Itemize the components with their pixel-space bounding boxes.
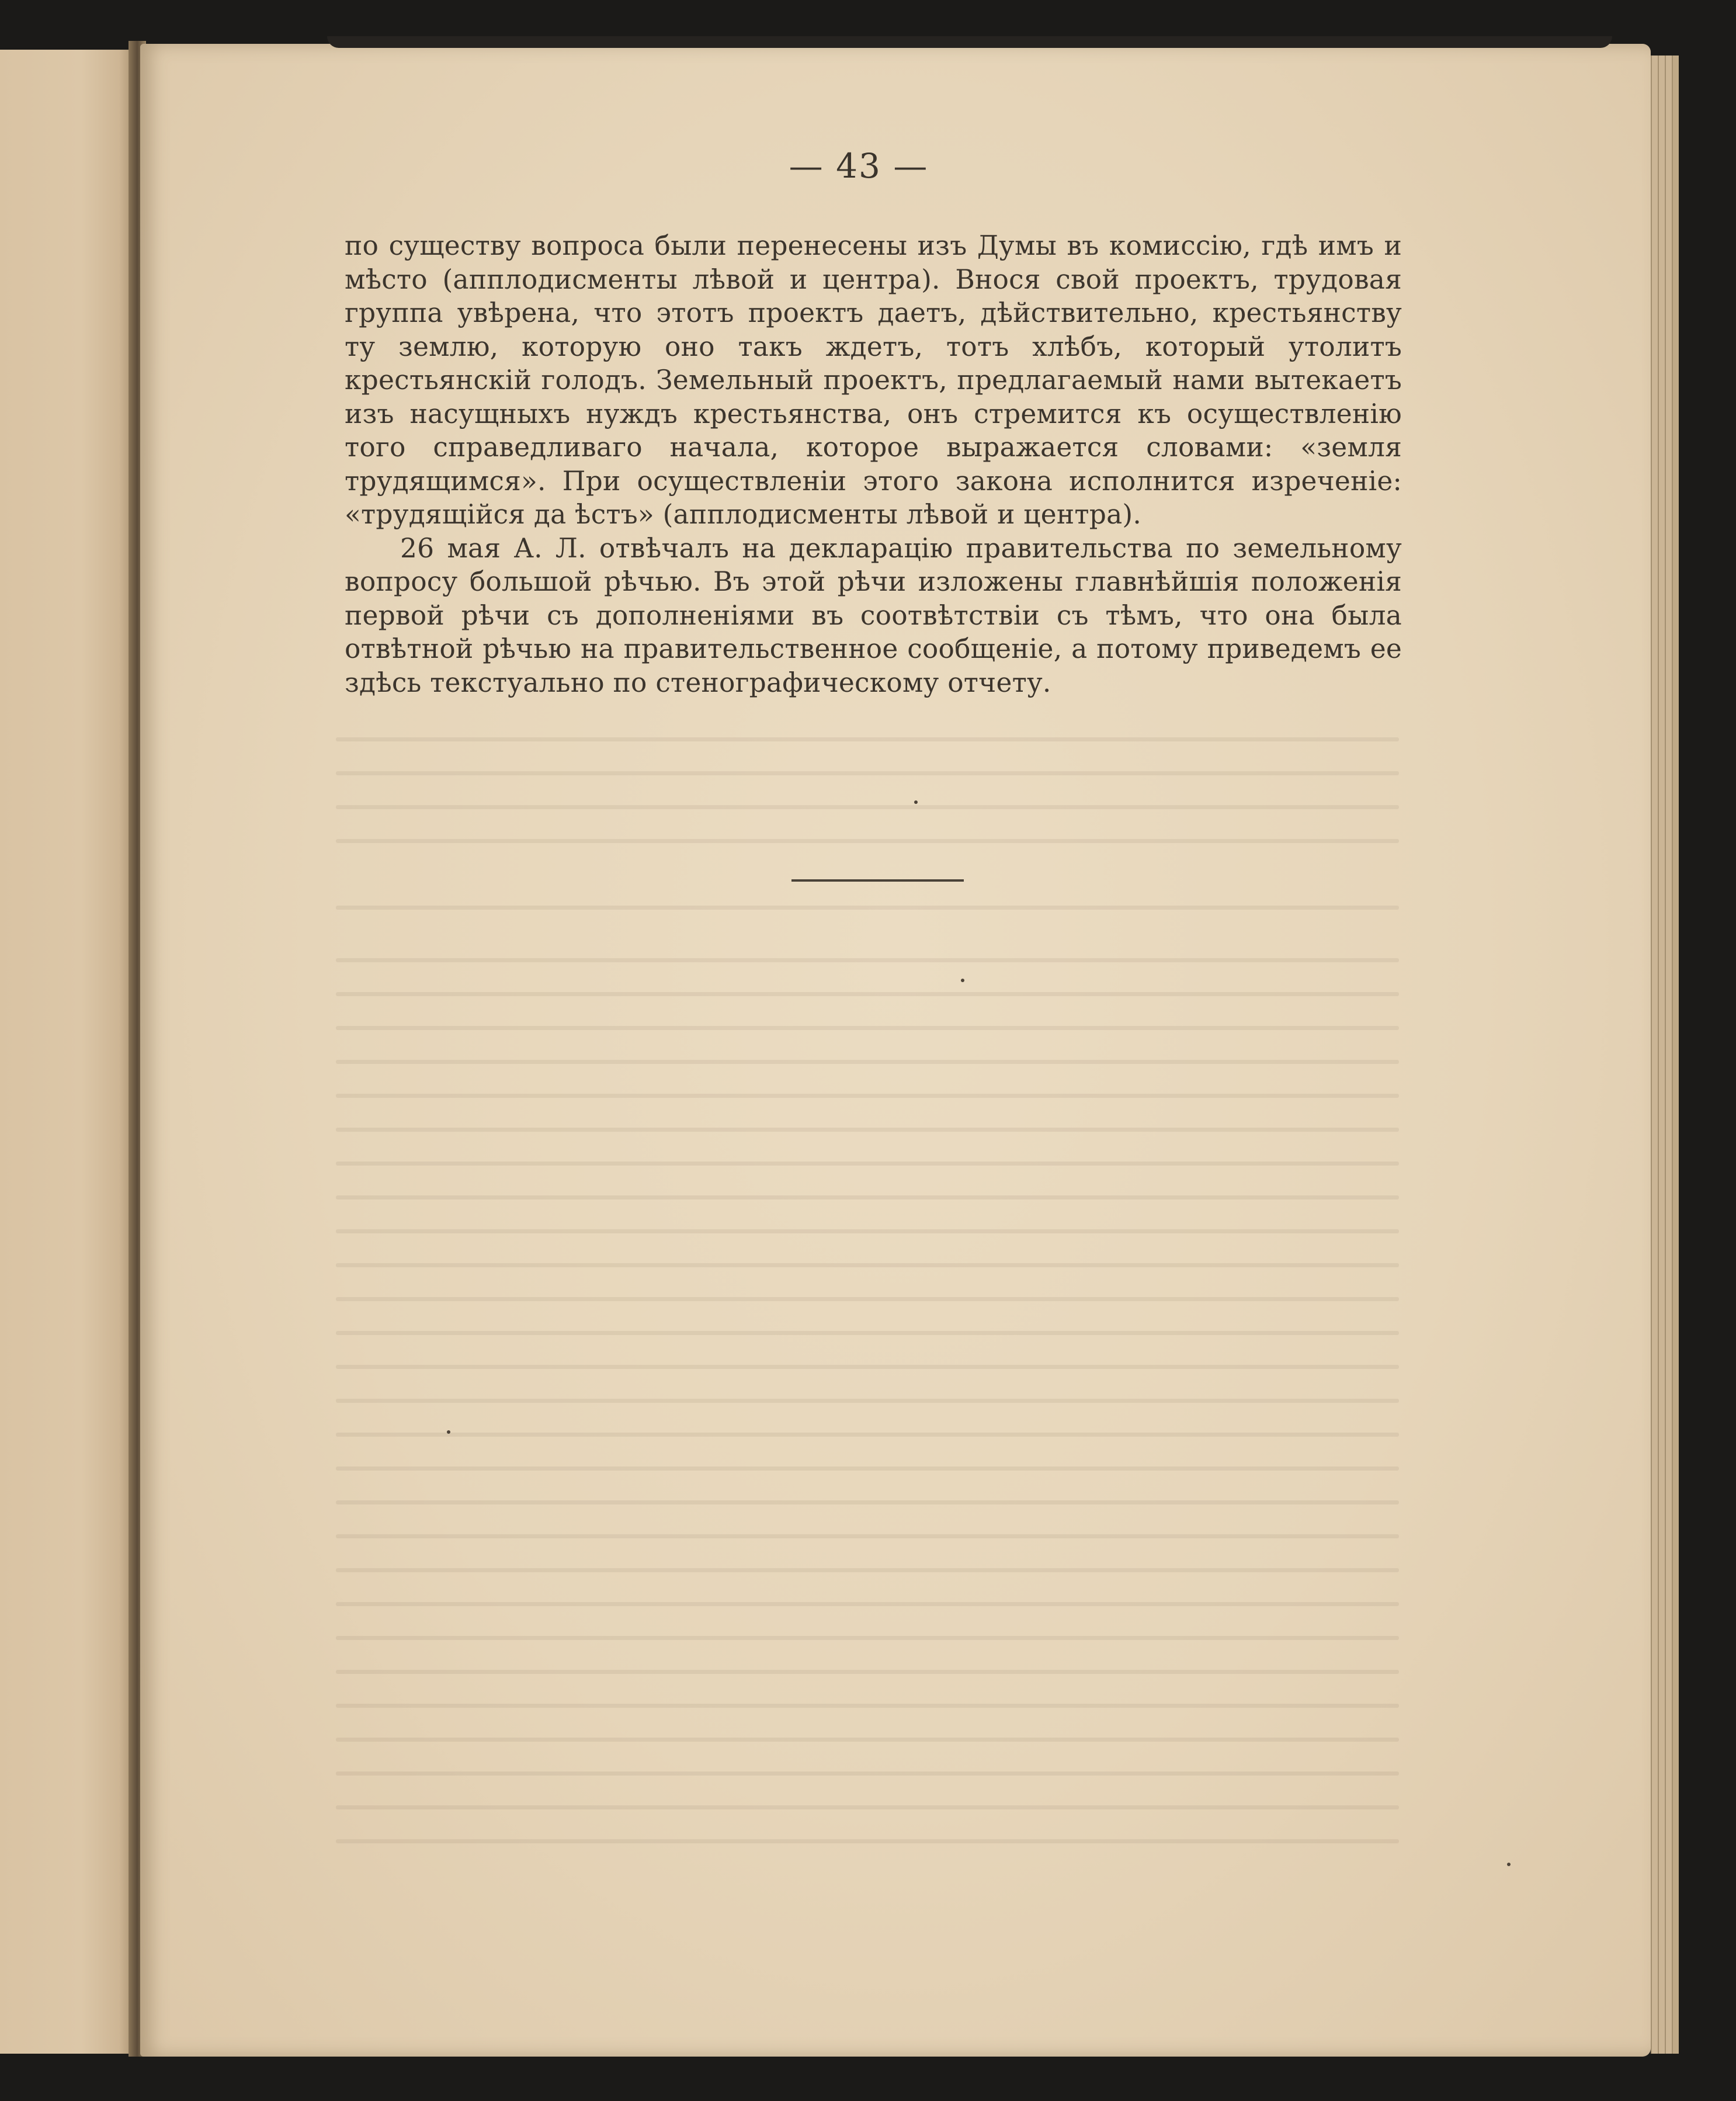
bleed-line — [336, 1466, 1399, 1471]
body-text — [345, 229, 1402, 699]
paper-speck — [1507, 1863, 1511, 1866]
bleed-line — [336, 1500, 1399, 1504]
bleed-line — [336, 805, 1399, 809]
bleed-line — [336, 1636, 1399, 1640]
page-edge-1 — [1651, 56, 1658, 2054]
page-edge-3 — [1665, 56, 1672, 2054]
bleed-line — [336, 1433, 1399, 1437]
bleed-line — [336, 1365, 1399, 1369]
bleed-line — [336, 1263, 1399, 1267]
page-edge-2 — [1658, 56, 1665, 2054]
bleed-line — [336, 1738, 1399, 1742]
bleed-line — [336, 1602, 1399, 1606]
bleed-line — [336, 1297, 1399, 1301]
bleed-line — [336, 1128, 1399, 1132]
bleed-line — [336, 958, 1399, 962]
paper-speck — [914, 800, 918, 804]
bleed-line — [336, 1534, 1399, 1538]
bleed-line — [336, 1094, 1399, 1098]
paragraph-2: 26 мая А. Л. отвѣчалъ на декларацію правительства по земельному вопросу большой рѣчью. Въ этой рѣчи изложены главнѣйшія положенія первой рѣчи съ дополненіями въ соотвѣтствіи съ тѣмъ, что она была отвѣтной рѣчью на правительственное сообщеніе, а потому приведемъ ее здѣсь текстуально по стенографическому отчету. — [345, 532, 1402, 698]
bleed-line — [336, 1399, 1399, 1403]
bleed-line — [336, 1805, 1399, 1809]
page-number: — 43 — — [789, 146, 929, 186]
bleed-line — [336, 1568, 1399, 1572]
bleed-line — [336, 1331, 1399, 1335]
paper-speck — [447, 1430, 450, 1434]
bleed-line — [336, 1229, 1399, 1233]
bleed-line — [336, 737, 1399, 741]
bleed-line — [336, 771, 1399, 775]
bleed-line — [336, 906, 1399, 910]
bleed-line — [336, 1026, 1399, 1030]
bleed-line — [336, 839, 1399, 843]
bleed-line — [336, 1060, 1399, 1064]
bleed-line — [336, 1771, 1399, 1776]
paper-speck — [961, 979, 964, 982]
bleed-line — [336, 992, 1399, 996]
left-page-edge — [0, 50, 136, 2054]
bleed-line — [336, 1704, 1399, 1708]
top-shadow-strip — [327, 36, 1612, 48]
section-divider-rule — [791, 879, 964, 882]
paragraph-1: по существу вопроса были перенесены изъ Думы въ комиссію, гдѣ имъ и мѣсто (апплодисменты лѣвой и центра). Внося свой проектъ, трудовая группа увѣрена, что этотъ проектъ даетъ, дѣйствительно, крестьянству ту землю, которую оно такъ ждетъ, тотъ хлѣбъ, который утолитъ крестьянскій голодъ. Земельный проектъ, предлагаемый нами вытекаетъ изъ насущныхъ нуждъ крестьянства, онъ стремится къ осуществленію того справедливаго начала, которое выражается словами: «земля трудящимся». При осуществленіи этого закона исполнится изреченіе: «трудящійся да ѣстъ» (апплодисменты лѣвой и центра). — [345, 230, 1402, 530]
bleed-line — [336, 1195, 1399, 1199]
bleed-line — [336, 1839, 1399, 1843]
bleed-line — [336, 1162, 1399, 1166]
page-edge-4 — [1672, 56, 1679, 2054]
bleed-line — [336, 1670, 1399, 1674]
